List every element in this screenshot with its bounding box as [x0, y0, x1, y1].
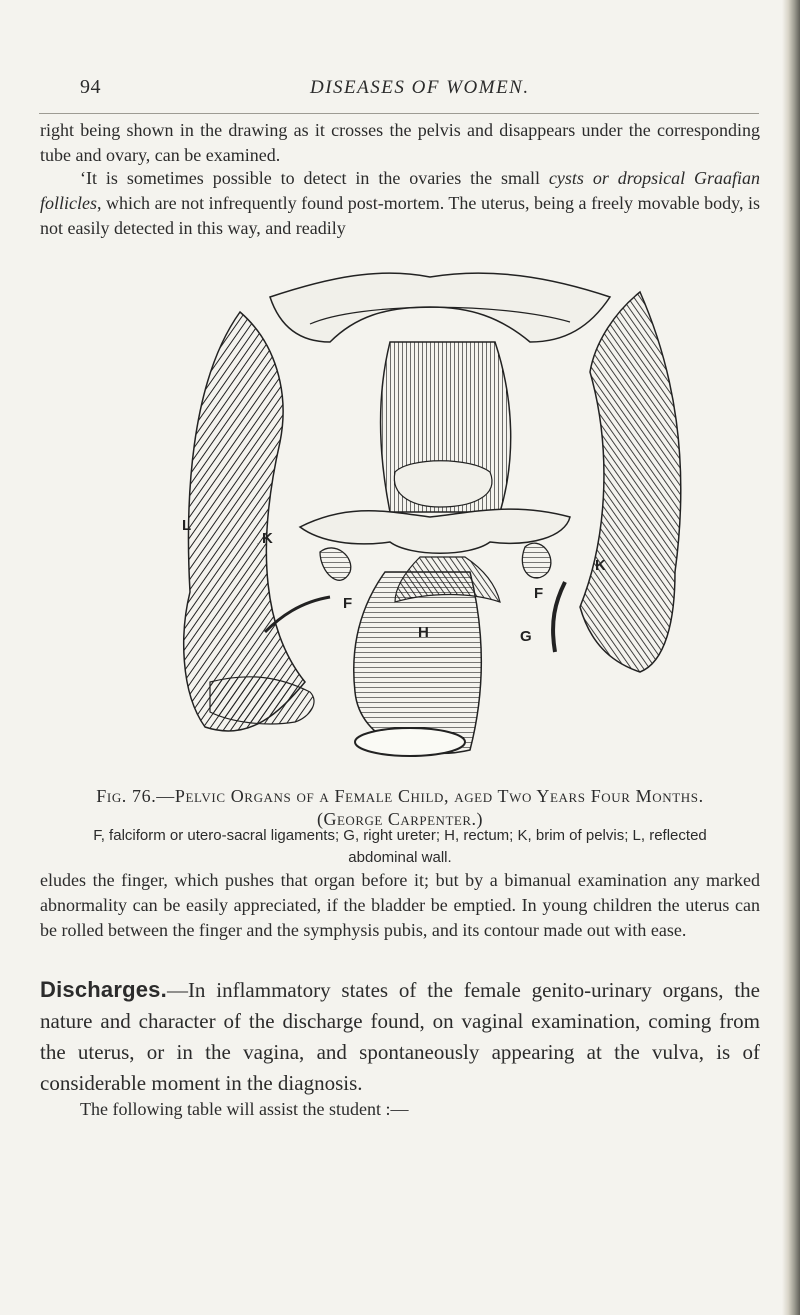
continuation-paragraph: right being shown in the drawing as it crosses the pelvis and disappears under the corresponding tube and ovary, can be examined. [40, 120, 760, 165]
right-ureter [553, 582, 565, 652]
figure-caption-credit: (George Carpenter.) [317, 809, 483, 829]
rectum [354, 572, 482, 753]
figure-label-f-right: F [534, 585, 544, 602]
page-header [80, 70, 760, 110]
figure-label-g: G [520, 628, 532, 645]
left-ovary [320, 548, 351, 580]
pelvic-organs-illustration [170, 272, 690, 767]
cysts-paragraph-italic: cysts or dropsical Graafian follicles [40, 168, 760, 213]
following-table-line: The following table will assist the student :— [80, 1099, 409, 1119]
cysts-paragraph [40, 166, 760, 241]
discharges-text: —In inflammatory states of the female genito-urinary organs, the nature and character of the discharge found, on vaginal examination, coming from the uterus, or in the vagina, and spontaneously appearing at the vulva, is of considerable moment in the diagnosis. [40, 978, 760, 1095]
cysts-paragraph-open: ‘It is sometimes possible to detect in the ovaries the small [80, 168, 549, 188]
figure-label-k-left: K [262, 530, 273, 547]
pelvic-organs-figure [170, 272, 690, 767]
figure-label-l: L [182, 517, 192, 534]
running-title: DISEASES OF WOMEN. [310, 77, 530, 98]
bimanual-paragraph: eludes the finger, which pushes that organ before it; but by a bimanual examination any marked abnormality can be easily appreciated, if the bladder be emptied. In young children the uterus can be rolled between the finger and the symphysis pubis, and its contour made out with ease. [40, 870, 760, 940]
figure-label-h: H [418, 624, 429, 641]
rectum-opening [355, 728, 465, 756]
right-ovary [522, 543, 551, 578]
figure-label-f-left: F [343, 595, 353, 612]
figure-caption-title: Fig. 76.—Pelvic Organs of a Female Child, aged Two Years Four Months. [96, 786, 704, 806]
cysts-paragraph-close: , which are not infrequently found post-mortem. The uterus, being a freely movable body, is not easily detected in this way, and readily [40, 193, 760, 238]
figure-label-k-right: K [595, 557, 606, 574]
page-number: 94 [80, 76, 101, 98]
discharges-paragraph [40, 974, 760, 1099]
figure-legend: F, falciform or utero-sacral ligaments; G, right ureter; H, rectum; K, brim of pelvis; L, reflected abdominal wall. [93, 827, 707, 866]
header-rule [39, 113, 759, 114]
page-edge-shadow [782, 0, 800, 1315]
left-pelvic-wall [184, 312, 305, 731]
bladder-top [394, 461, 492, 507]
right-pelvic-wall [580, 292, 681, 672]
discharges-heading: Discharges. [40, 977, 167, 1002]
